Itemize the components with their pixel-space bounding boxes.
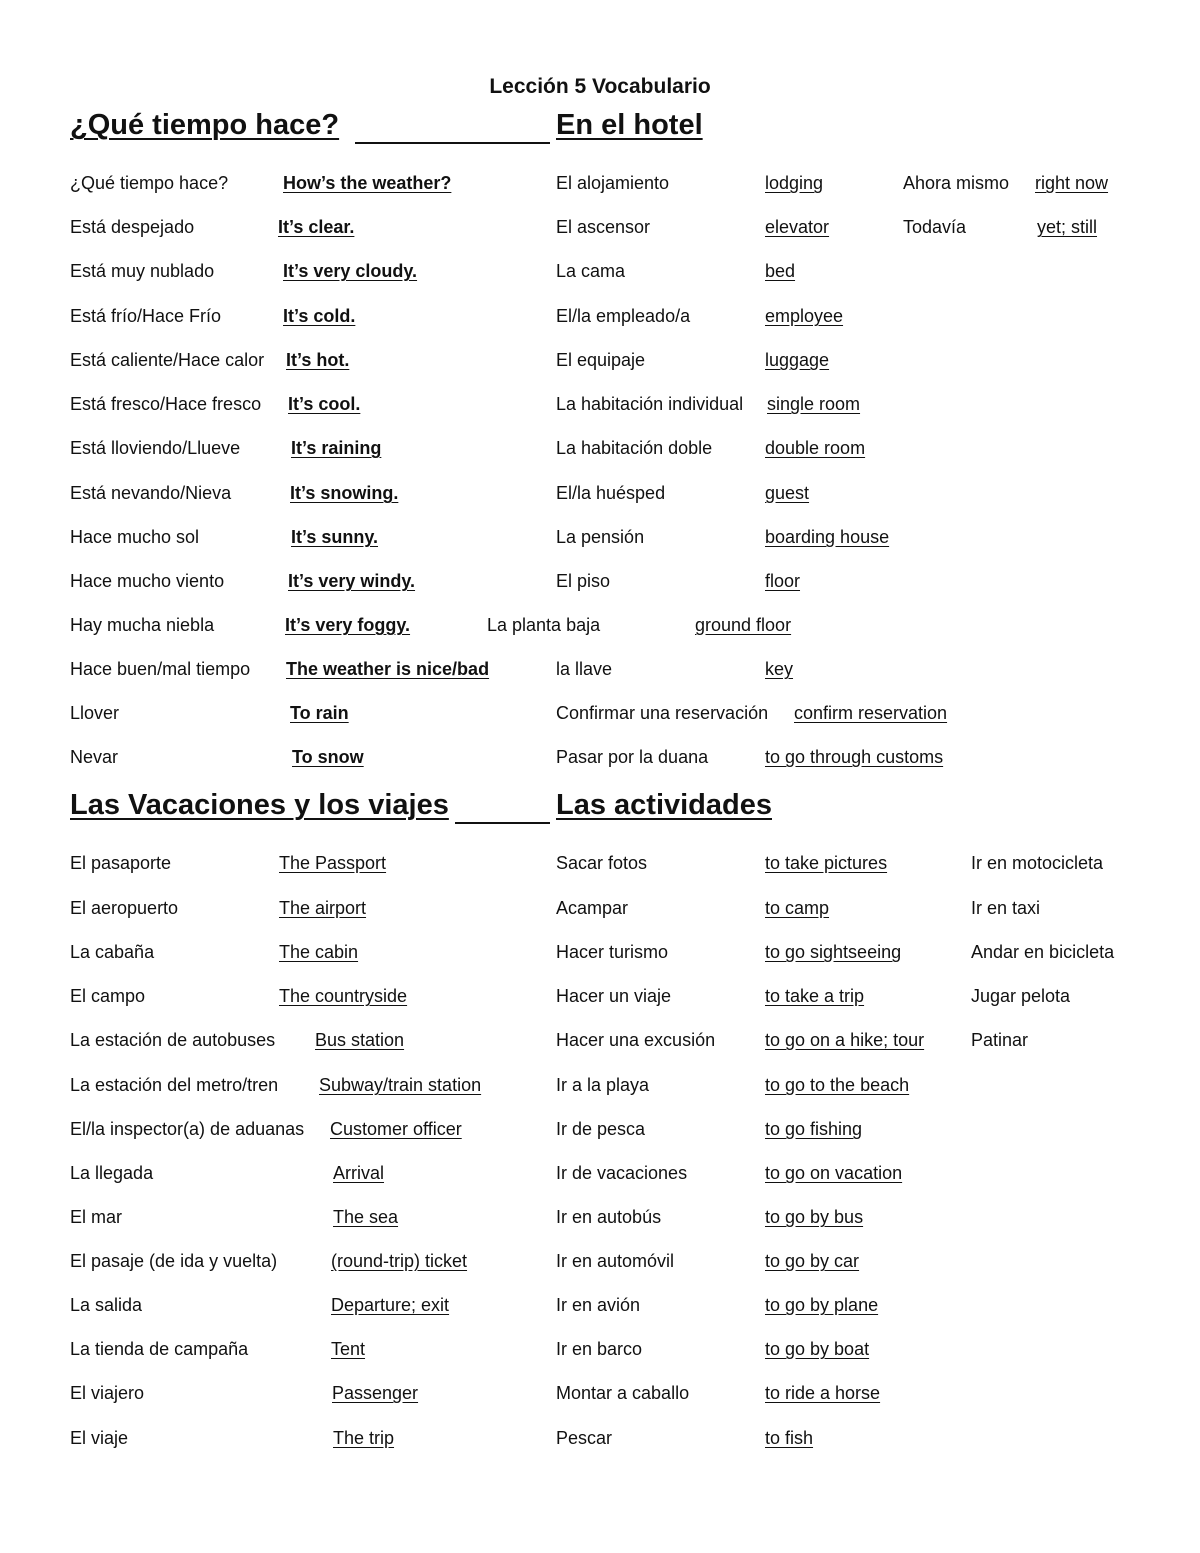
vacation-term-es: El pasaje (de ida y vuelta) xyxy=(70,1251,278,1271)
vacation-term-es: El viaje xyxy=(70,1428,129,1448)
hotel-term-en: key xyxy=(765,659,794,679)
hotel-term-es: El ascensor xyxy=(556,217,651,237)
vacation-term-es: El viajero xyxy=(70,1383,145,1403)
vacation-term-en: The cabin xyxy=(279,942,359,962)
vacation-term-en: The sea xyxy=(333,1207,399,1227)
vacation-term-en: The countryside xyxy=(279,986,408,1006)
weather-term-es: Llover xyxy=(70,703,120,723)
weather-term-es: Hace mucho viento xyxy=(70,571,225,591)
hotel-term-en: bed xyxy=(765,261,796,281)
section-heading-activities: Las actividades xyxy=(556,789,772,821)
activity-extra-term: Jugar pelota xyxy=(971,986,1071,1006)
vacation-term-es: La cabaña xyxy=(70,942,155,962)
heading-rule-weather xyxy=(355,142,550,144)
vacation-term-en: Passenger xyxy=(332,1383,419,1403)
hotel-term-es: El/la huésped xyxy=(556,483,666,503)
weather-term-en: It’s raining xyxy=(291,438,382,458)
section-heading-vacations: Las Vacaciones y los viajes xyxy=(70,789,449,821)
vacation-term-en: (round-trip) ticket xyxy=(331,1251,468,1271)
weather-term-en: How’s the weather? xyxy=(283,173,452,193)
activity-term-en: to go sightseeing xyxy=(765,942,902,962)
vacation-term-es: La estación del metro/tren xyxy=(70,1075,279,1095)
vacation-term-es: El/la inspector(a) de aduanas xyxy=(70,1119,305,1139)
hotel-term-es: La habitación individual xyxy=(556,394,744,414)
weather-term-es: Nevar xyxy=(70,747,119,767)
activity-term-en: to camp xyxy=(765,898,830,918)
activity-extra-term: Andar en bicicleta xyxy=(971,942,1115,962)
weather-term-es: Está caliente/Hace calor xyxy=(70,350,265,370)
hotel-term-en: confirm reservation xyxy=(794,703,948,723)
adverb-term-es: Todavía xyxy=(903,217,967,237)
hotel-term-es: El equipaje xyxy=(556,350,646,370)
heading-rule-vacations xyxy=(455,822,550,824)
activity-term-es: Pescar xyxy=(556,1428,613,1448)
hotel-term-en: guest xyxy=(765,483,810,503)
activity-term-es: Ir de vacaciones xyxy=(556,1163,688,1183)
weather-term-en: It’s hot. xyxy=(286,350,350,370)
activity-extra-term: Ir en taxi xyxy=(971,898,1041,918)
vacation-term-es: La llegada xyxy=(70,1163,154,1183)
weather-term-es: Hay mucha niebla xyxy=(70,615,215,635)
activity-term-en: to go by boat xyxy=(765,1339,870,1359)
weather-term-en: It’s very foggy. xyxy=(285,615,411,635)
activity-term-es: Ir en barco xyxy=(556,1339,643,1359)
vacation-term-en: Subway/train station xyxy=(319,1075,482,1095)
vacation-term-en: The Passport xyxy=(279,853,387,873)
vacation-term-es: El mar xyxy=(70,1207,123,1227)
activity-term-en: to take pictures xyxy=(765,853,888,873)
adverb-term-en: right now xyxy=(1035,173,1109,193)
activity-term-en: to go on vacation xyxy=(765,1163,903,1183)
activity-term-en: to go by plane xyxy=(765,1295,879,1315)
activity-term-es: Ir de pesca xyxy=(556,1119,646,1139)
hotel-term-en: to go through customs xyxy=(765,747,944,767)
hotel-term-es: El piso xyxy=(556,571,611,591)
vacation-term-es: La salida xyxy=(70,1295,143,1315)
weather-term-es: Hace mucho sol xyxy=(70,527,200,547)
vacation-term-en: The trip xyxy=(333,1428,395,1448)
activity-extra-term: Patinar xyxy=(971,1030,1029,1050)
vacation-term-en: Departure; exit xyxy=(331,1295,450,1315)
hotel-term-en: luggage xyxy=(765,350,830,370)
weather-term-en: It’s cool. xyxy=(288,394,361,414)
activity-term-es: Ir en avión xyxy=(556,1295,641,1315)
weather-term-en: To rain xyxy=(290,703,349,723)
activity-term-en: to take a trip xyxy=(765,986,865,1006)
activity-term-es: Hacer una excusión xyxy=(556,1030,716,1050)
activity-term-en: to go to the beach xyxy=(765,1075,910,1095)
weather-term-en: It’s sunny. xyxy=(291,527,379,547)
weather-term-en: It’s snowing. xyxy=(290,483,399,503)
hotel-term-en: employee xyxy=(765,306,844,326)
activity-term-es: Montar a caballo xyxy=(556,1383,690,1403)
activity-term-es: Sacar fotos xyxy=(556,853,648,873)
hotel-term-en: ground floor xyxy=(695,615,792,635)
vacation-term-en: Bus station xyxy=(315,1030,405,1050)
adverb-term-es: Ahora mismo xyxy=(903,173,1010,193)
hotel-term-en: elevator xyxy=(765,217,830,237)
activity-term-en: to go on a hike; tour xyxy=(765,1030,925,1050)
weather-term-en: It’s very cloudy. xyxy=(283,261,418,281)
activity-term-es: Ir en autobús xyxy=(556,1207,662,1227)
vacation-term-es: El pasaporte xyxy=(70,853,172,873)
hotel-term-es: La cama xyxy=(556,261,626,281)
hotel-term-es: El alojamiento xyxy=(556,173,670,193)
activity-term-es: Ir a la playa xyxy=(556,1075,650,1095)
weather-term-es: Está despejado xyxy=(70,217,195,237)
activity-term-es: Hacer un viaje xyxy=(556,986,672,1006)
weather-term-es: Está lloviendo/Llueve xyxy=(70,438,241,458)
hotel-term-es: Confirmar una reservación xyxy=(556,703,769,723)
weather-term-en: The weather is nice/bad xyxy=(286,659,490,679)
activity-term-es: Acampar xyxy=(556,898,629,918)
weather-term-es: Está muy nublado xyxy=(70,261,215,281)
hotel-term-es: La planta baja xyxy=(487,615,601,635)
vacation-term-en: Tent xyxy=(331,1339,366,1359)
weather-term-es: ¿Qué tiempo hace? xyxy=(70,173,229,193)
page-title: Lección 5 Vocabulario xyxy=(489,75,711,98)
hotel-term-es: La habitación doble xyxy=(556,438,713,458)
section-heading-weather: ¿Qué tiempo hace? xyxy=(70,109,340,141)
hotel-term-en: lodging xyxy=(765,173,824,193)
activity-term-en: to ride a horse xyxy=(765,1383,881,1403)
weather-term-en: To snow xyxy=(292,747,364,767)
weather-term-en: It’s very windy. xyxy=(288,571,416,591)
hotel-term-en: floor xyxy=(765,571,801,591)
hotel-term-en: boarding house xyxy=(765,527,890,547)
vacation-term-es: La tienda de campaña xyxy=(70,1339,249,1359)
activity-extra-term: Ir en motocicleta xyxy=(971,853,1104,873)
weather-term-es: Hace buen/mal tiempo xyxy=(70,659,251,679)
hotel-term-es: Pasar por la duana xyxy=(556,747,709,767)
activity-term-en: to go by car xyxy=(765,1251,860,1271)
weather-term-es: Está nevando/Nieva xyxy=(70,483,232,503)
hotel-term-en: double room xyxy=(765,438,866,458)
weather-term-en: It’s cold. xyxy=(283,306,356,326)
weather-term-es: Está fresco/Hace fresco xyxy=(70,394,262,414)
activity-term-es: Ir en automóvil xyxy=(556,1251,675,1271)
weather-term-en: It’s clear. xyxy=(278,217,355,237)
adverb-term-en: yet; still xyxy=(1037,217,1098,237)
activity-term-es: Hacer turismo xyxy=(556,942,669,962)
vacation-term-en: Customer officer xyxy=(330,1119,462,1139)
hotel-term-es: la llave xyxy=(556,659,613,679)
weather-term-es: Está frío/Hace Frío xyxy=(70,306,222,326)
vacation-term-en: Arrival xyxy=(333,1163,385,1183)
vacation-term-es: La estación de autobuses xyxy=(70,1030,276,1050)
vacation-term-es: El campo xyxy=(70,986,146,1006)
vacation-term-en: The airport xyxy=(279,898,367,918)
hotel-term-es: La pensión xyxy=(556,527,645,547)
activity-term-en: to fish xyxy=(765,1428,814,1448)
hotel-term-es: El/la empleado/a xyxy=(556,306,691,326)
hotel-term-en: single room xyxy=(767,394,861,414)
section-heading-hotel: En el hotel xyxy=(556,109,703,141)
activity-term-en: to go fishing xyxy=(765,1119,863,1139)
activity-term-en: to go by bus xyxy=(765,1207,864,1227)
vacation-term-es: El aeropuerto xyxy=(70,898,179,918)
